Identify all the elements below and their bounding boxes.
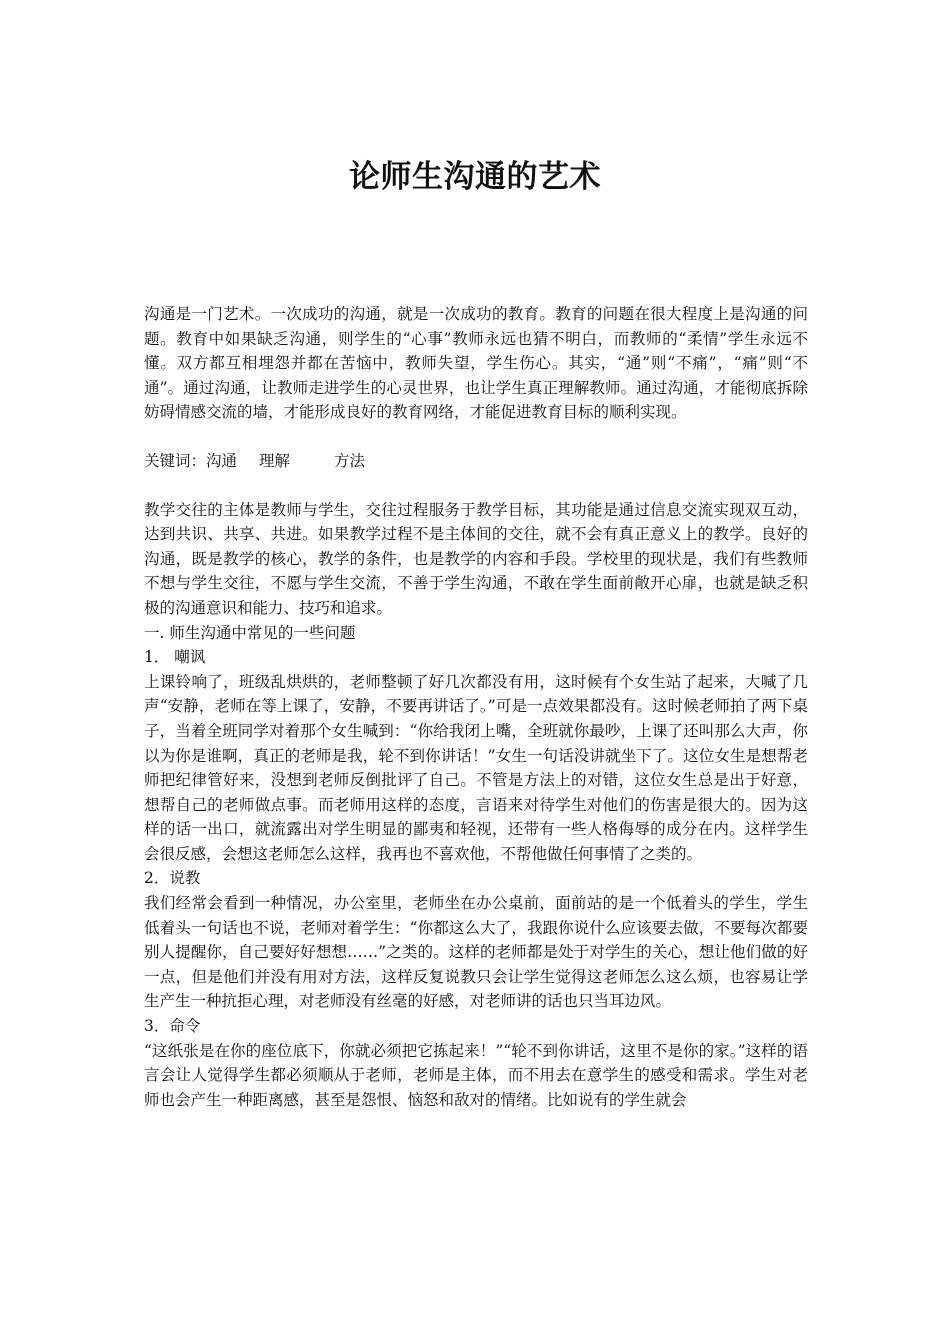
subsection-heading: 3．命令 — [144, 1017, 201, 1036]
document-title: 论师生沟通的艺术 — [349, 159, 601, 195]
spacer — [144, 474, 808, 498]
section-heading: 一. 师生沟通中常见的一些问题 — [144, 623, 356, 642]
keyword-item: 理解 — [259, 451, 291, 470]
subsection-paragraph: 我们经常会看到一种情况，办公室里，老师坐在办公桌前，面前站的是一个低着头的学生，学生低着头一句话也不说，老师对着学生：“你都这么大了，我跟你说什么应该要去做，不要每次都要别人提醒你，自己要好好想想……”之类的。这样的老师都是处于对学生的关心，想让他们做的好一点，但是他们并没有用对方法，这样反复说教只会让学生觉得这老师怎么这么烦，也容易让学生产生一种抗拒心理，对老师没有丝毫的好感，对老师讲的话也只当耳边风。 — [144, 894, 808, 1011]
document-body — [144, 302, 808, 1112]
keywords-line — [144, 449, 808, 474]
abstract-paragraph: 沟通是一门艺术。一次成功的沟通，就是一次成功的教育。教育的问题在很大程度上是沟通的问题。教育中如果缺乏沟通，则学生的“心事”教师永远也猜不明白，而教师的“柔情”学生永远不懂。双方都互相埋怨并都在苦恼中，教师失望，学生伤心。其实，“通”则“不痛”，“痛”则“不通”。通过沟通，让教师走进学生的心灵世界，也让学生真正理解教师。通过沟通，才能彻底拆除妨碍情感交流的墙，才能形成良好的教育网络，才能促进教育目标的顺利实现。 — [144, 305, 808, 422]
subsection-heading: 2．说教 — [144, 869, 201, 888]
keyword-item: 方法 — [334, 451, 366, 470]
keyword-item: 沟通 — [206, 451, 238, 470]
intro-paragraph: 教学交往的主体是教师与学生，交往过程服务于教学目标，其功能是通过信息交流实现双互动，达到共识、共享、共进。如果教学过程不是主体间的交往，就不会有真正意义上的教学。良好的沟通，既是教学的核心，教学的条件，也是教学的内容和手段。学校里的现状是，我们有些教师不想与学生交往，不愿与学生交流，不善于学生沟通，不敢在学生面前敞开心扉，也就是缺乏积极的沟通意识和能力、技巧和追求。 — [144, 500, 808, 617]
keywords-label: 关键词： — [144, 451, 207, 470]
subsection-paragraph: 上课铃响了，班级乱烘烘的，老师整顿了好几次都没有用，这时候有个女生站了起来，大喊了几声“安静，老师在等上课了，安静，不要再讲话了。”可是一点效果都没有。这时候老师拍了两下桌子，当着全班同学对着那个女生喊到：“你给我闭上嘴，全班就你最吵，上课了还叫那么大声，你以为你是谁啊，真正的老师是我，轮不到你讲话！”女生一句话没讲就坐下了。这位女生是想帮老师把纪律管好来，没想到老师反倒批评了自己。不管是方法上的对错，这位女生总是出于好意，想帮自己的老师做点事。而老师用这样的态度，言语来对待学生对他们的伤害是很大的。因为这样的话一出口，就流露出对学生明显的鄙夷和轻视，还带有一些人格侮辱的成分在内。这样学生会很反感，会想这老师怎么这样，我再也不喜欢他，不帮他做任何事情了之类的。 — [144, 672, 808, 863]
subsection-paragraph: “这纸张是在你的座位底下，你就必须把它拣起来！”“轮不到你讲话，这里不是你的家。”这样的语言会让人觉得学生都必须顺从于老师，老师是主体，而不用去在意学生的感受和需求。学生对老师也会产生一种距离感，甚至是怨恨、恼怒和敌对的情绪。比如说有的学生就会 — [144, 1041, 808, 1109]
subsection-heading: 1． 嘲讽 — [144, 648, 206, 667]
spacer — [144, 425, 808, 449]
